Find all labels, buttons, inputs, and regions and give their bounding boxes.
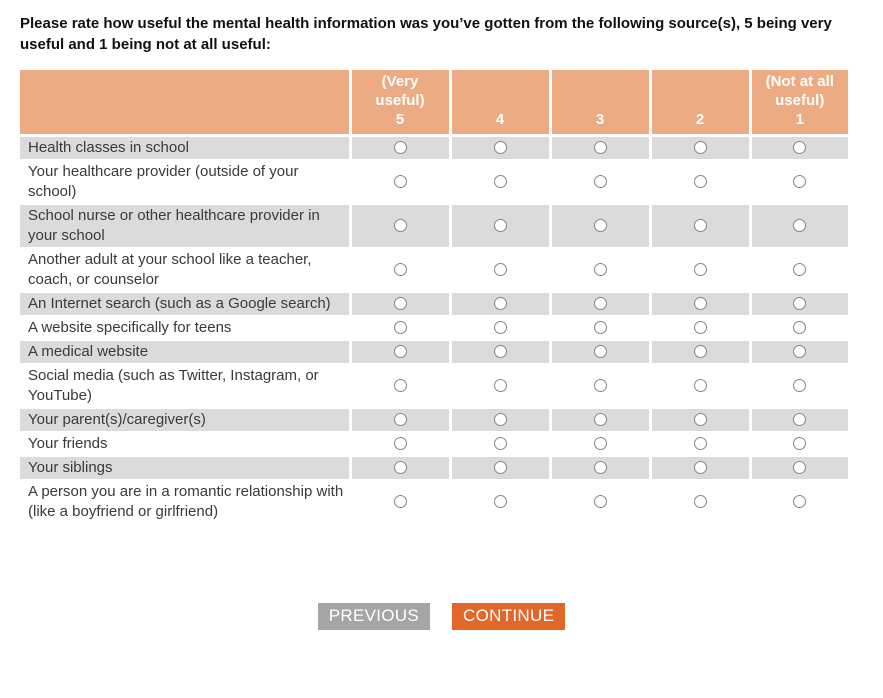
- radio-row8-rating2[interactable]: [694, 379, 707, 392]
- radio-row1-rating4[interactable]: [494, 141, 507, 154]
- radio-row5-rating5[interactable]: [394, 297, 407, 310]
- radio-row10-rating4[interactable]: [494, 437, 507, 450]
- row-label: Social media (such as Twitter, Instagram, or YouTube): [20, 364, 350, 408]
- radio-row6-rating4[interactable]: [494, 321, 507, 334]
- radio-row7-rating2[interactable]: [694, 345, 707, 358]
- row-label: A person you are in a romantic relationship with (like a boyfriend or girlfriend): [20, 480, 350, 524]
- continue-button[interactable]: CONTINUE: [452, 603, 565, 630]
- radio-row6-rating3[interactable]: [594, 321, 607, 334]
- radio-row9-rating3[interactable]: [594, 413, 607, 426]
- matrix-row: [20, 340, 848, 364]
- header-value-2: 2: [695, 110, 705, 128]
- radio-row10-rating2[interactable]: [694, 437, 707, 450]
- radio-row6-rating5[interactable]: [394, 321, 407, 334]
- radio-row6-rating2[interactable]: [694, 321, 707, 334]
- radio-row1-rating1[interactable]: [793, 141, 806, 154]
- radio-row2-rating3[interactable]: [594, 175, 607, 188]
- radio-row9-rating4[interactable]: [494, 413, 507, 426]
- radio-row2-rating1[interactable]: [793, 175, 806, 188]
- radio-row5-rating3[interactable]: [594, 297, 607, 310]
- radio-row2-rating2[interactable]: [694, 175, 707, 188]
- matrix-header-rating-5: [350, 70, 450, 135]
- matrix-row: [20, 135, 848, 160]
- radio-row4-rating2[interactable]: [694, 263, 707, 276]
- matrix-header-rating-2: [650, 70, 750, 135]
- matrix-body: [20, 135, 848, 524]
- rating-matrix: [20, 70, 848, 525]
- radio-row7-rating4[interactable]: [494, 345, 507, 358]
- matrix-header-rating-4: [450, 70, 550, 135]
- radio-row3-rating3[interactable]: [594, 219, 607, 232]
- radio-row3-rating4[interactable]: [494, 219, 507, 232]
- row-label: Your parent(s)/caregiver(s): [20, 408, 350, 432]
- header-value-1: 1: [795, 110, 804, 128]
- header-value-5: 5: [395, 110, 405, 128]
- radio-row3-rating2[interactable]: [694, 219, 707, 232]
- radio-row8-rating5[interactable]: [394, 379, 407, 392]
- radio-row10-rating1[interactable]: [793, 437, 806, 450]
- radio-row8-rating4[interactable]: [494, 379, 507, 392]
- radio-row3-rating1[interactable]: [793, 219, 806, 232]
- radio-row11-rating4[interactable]: [494, 461, 507, 474]
- row-label: Your siblings: [20, 456, 350, 480]
- radio-row2-rating4[interactable]: [494, 175, 507, 188]
- matrix-row: [20, 408, 848, 432]
- matrix-row: [20, 204, 848, 248]
- matrix-row: [20, 160, 848, 204]
- radio-row8-rating3[interactable]: [594, 379, 607, 392]
- radio-row5-rating2[interactable]: [694, 297, 707, 310]
- matrix-header-empty: [20, 70, 350, 135]
- radio-row1-rating2[interactable]: [694, 141, 707, 154]
- row-label: Health classes in school: [20, 135, 350, 160]
- radio-row9-rating1[interactable]: [793, 413, 806, 426]
- matrix-row: [20, 292, 848, 316]
- matrix-row: [20, 456, 848, 480]
- row-label: Your friends: [20, 432, 350, 456]
- radio-row2-rating5[interactable]: [394, 175, 407, 188]
- matrix-row: [20, 248, 848, 292]
- radio-row4-rating4[interactable]: [494, 263, 507, 276]
- row-label: A medical website: [20, 340, 350, 364]
- radio-row4-rating3[interactable]: [594, 263, 607, 276]
- radio-row5-rating4[interactable]: [494, 297, 507, 310]
- radio-row12-rating4[interactable]: [494, 495, 507, 508]
- row-label: Your healthcare provider (outside of your school): [20, 160, 350, 204]
- radio-row12-rating2[interactable]: [694, 495, 707, 508]
- radio-row6-rating1[interactable]: [793, 321, 806, 334]
- radio-row4-rating1[interactable]: [793, 263, 806, 276]
- radio-row8-rating1[interactable]: [793, 379, 806, 392]
- radio-row4-rating5[interactable]: [394, 263, 407, 276]
- radio-row10-rating5[interactable]: [394, 437, 407, 450]
- row-label: An Internet search (such as a Google search): [20, 292, 350, 316]
- row-label: A website specifically for teens: [20, 316, 350, 340]
- radio-row3-rating5[interactable]: [394, 219, 407, 232]
- radio-row12-rating5[interactable]: [394, 495, 407, 508]
- radio-row11-rating2[interactable]: [694, 461, 707, 474]
- radio-row11-rating5[interactable]: [394, 461, 407, 474]
- row-label: School nurse or other healthcare provider in your school: [20, 204, 350, 248]
- radio-row7-rating3[interactable]: [594, 345, 607, 358]
- matrix-header-rating-3: [550, 70, 650, 135]
- matrix-header-rating-1: [750, 70, 848, 135]
- radio-row9-rating2[interactable]: [694, 413, 707, 426]
- radio-row10-rating3[interactable]: [594, 437, 607, 450]
- row-label: Another adult at your school like a teacher, coach, or counselor: [20, 248, 350, 292]
- radio-row1-rating5[interactable]: [394, 141, 407, 154]
- matrix-row: [20, 316, 848, 340]
- header-value-3: 3: [595, 110, 605, 128]
- radio-row7-rating5[interactable]: [394, 345, 407, 358]
- radio-row12-rating3[interactable]: [594, 495, 607, 508]
- header-caption-not-useful: (Not at all useful): [765, 72, 834, 109]
- previous-button[interactable]: PREVIOUS: [318, 603, 430, 630]
- radio-row9-rating5[interactable]: [394, 413, 407, 426]
- radio-row7-rating1[interactable]: [793, 345, 806, 358]
- radio-row11-rating1[interactable]: [793, 461, 806, 474]
- button-row: [0, 603, 883, 630]
- radio-row12-rating1[interactable]: [793, 495, 806, 508]
- header-caption-very-useful: (Very useful): [375, 72, 425, 109]
- matrix-header-row: [20, 70, 848, 135]
- matrix-row: [20, 480, 848, 524]
- matrix-row: [20, 364, 848, 408]
- question-title: Please rate how useful the mental health information was you’ve gotten from the following source(s), 5 being very useful and 1 being not at all useful:: [20, 15, 832, 53]
- matrix-row: [20, 432, 848, 456]
- header-value-4: 4: [495, 110, 505, 128]
- radio-row5-rating1[interactable]: [793, 297, 806, 310]
- radio-row1-rating3[interactable]: [594, 141, 607, 154]
- radio-row11-rating3[interactable]: [594, 461, 607, 474]
